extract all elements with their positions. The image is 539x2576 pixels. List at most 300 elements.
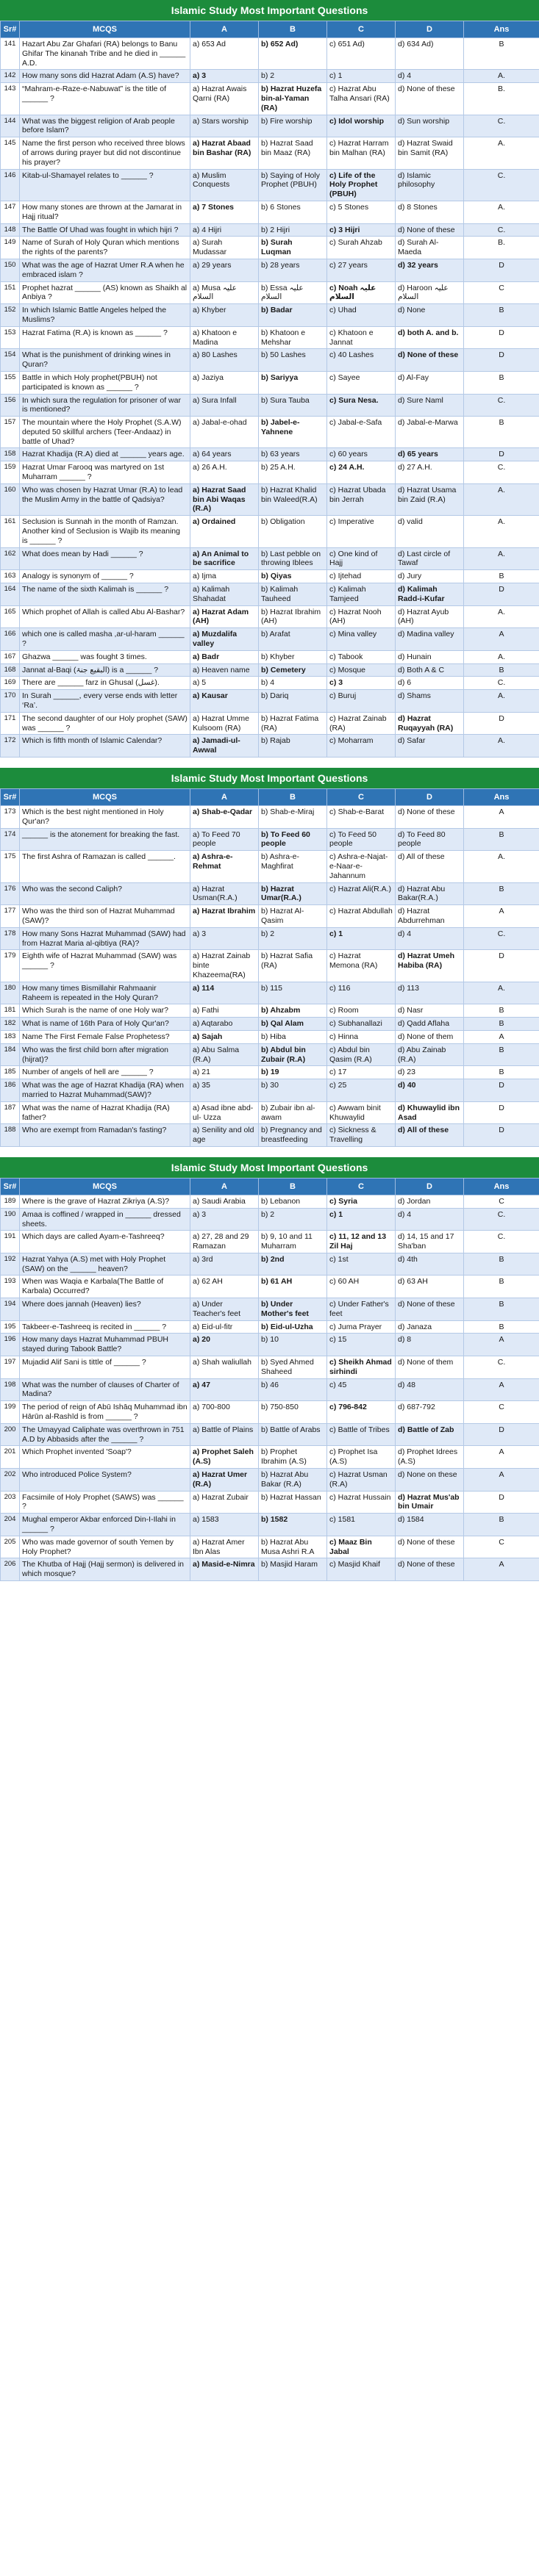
option-c: c) 1581 <box>327 1514 396 1536</box>
question-text: Who was chosen by Hazrat Umar (R.A) to lead the Muslim Army in the battle of Qadsiya? <box>20 483 190 515</box>
table-row <box>1 169 539 201</box>
answer-cell: A <box>464 1334 539 1356</box>
option-b: b) Obligation <box>259 516 327 547</box>
table-row <box>1 115 539 137</box>
table-row <box>1 735 539 758</box>
option-d: d) valid <box>396 516 464 547</box>
question-text: Who was the third son of Hazrat Muhammad (SAW)? <box>20 905 190 928</box>
serial-number: 204 <box>1 1514 20 1536</box>
question-text: Name The First Female False Prophetess? <box>20 1030 190 1043</box>
option-b: b) Hazrat Al-Qasim <box>259 905 327 928</box>
option-d: d) Both A & C <box>396 663 464 677</box>
table-row <box>1 1356 539 1379</box>
question-text: The first Ashra of Ramazan is called ______. <box>20 851 190 882</box>
option-c: c) Syria <box>327 1195 396 1208</box>
option-c: c) 651 Ad) <box>327 38 396 70</box>
option-c: c) 796-842 <box>327 1401 396 1424</box>
option-c: c) 1st <box>327 1253 396 1276</box>
question-text: What is name of 16th Para of Holy Qur'an? <box>20 1018 190 1031</box>
question-text: ______ is the atonement for breaking the fast. <box>20 828 190 851</box>
table-row <box>1 1536 539 1558</box>
question-text: In which Islamic Battle Angeles helped the Muslims? <box>20 304 190 327</box>
table-row <box>1 1101 539 1124</box>
option-b: b) Fire worship <box>259 115 327 137</box>
table-row <box>1 712 539 735</box>
question-text: What does mean by Hadi ______ ? <box>20 547 190 570</box>
question-text: Who was the first child born after migration (hijrat)? <box>20 1043 190 1066</box>
question-text: What was the biggest religion of Arab people before Islam? <box>20 115 190 137</box>
serial-number: 178 <box>1 927 20 950</box>
question-text: Amaa is coffined / wrapped in ______ dressed sheets. <box>20 1208 190 1231</box>
option-b: b) Dariq <box>259 690 327 713</box>
answer-cell: A. <box>464 201 539 223</box>
option-d: d) 4 <box>396 927 464 950</box>
option-d: d) Safar <box>396 735 464 758</box>
option-a: a) Aqtarabo <box>190 1018 259 1031</box>
answer-cell: C. <box>464 1356 539 1379</box>
header-mcqs: MCQS <box>20 21 190 38</box>
question-text: Which Surah is the name of one Holy war? <box>20 1004 190 1018</box>
serial-number: 145 <box>1 137 20 169</box>
option-a: a) Hazrat Umme Kulsoom (RA) <box>190 712 259 735</box>
option-b: b) Masjid Haram <box>259 1558 327 1581</box>
option-b: b) 28 years <box>259 259 327 281</box>
option-c: c) Hazrat Usman (R.A) <box>327 1469 396 1492</box>
table-row <box>1 1004 539 1018</box>
option-c: c) Shab-e-Barat <box>327 806 396 829</box>
answer-cell: C. <box>464 169 539 201</box>
option-a: a) Eid-ul-fitr <box>190 1320 259 1334</box>
answer-cell: D <box>464 349 539 372</box>
question-text: Analogy is synonym of ______ ? <box>20 570 190 583</box>
serial-number: 152 <box>1 304 20 327</box>
header-sr: Sr# <box>1 1178 20 1195</box>
option-b: b) Hiba <box>259 1030 327 1043</box>
answer-cell: A. <box>464 735 539 758</box>
option-c: c) Imperative <box>327 516 396 547</box>
option-a: a) 3 <box>190 70 259 83</box>
option-a: a) Muslim Conquests <box>190 169 259 201</box>
answer-cell: A. <box>464 70 539 83</box>
table-row <box>1 628 539 651</box>
table-row <box>1 851 539 882</box>
answer-cell: A. <box>464 650 539 663</box>
answer-cell: B <box>464 38 539 70</box>
option-d: d) None of them <box>396 1356 464 1379</box>
answer-cell: B <box>464 304 539 327</box>
table-row <box>1 1558 539 1581</box>
option-c: c) Sura Nesa. <box>327 394 396 417</box>
option-c: c) Tabook <box>327 650 396 663</box>
table-row <box>1 237 539 259</box>
question-text: Who introduced Police System? <box>20 1469 190 1492</box>
option-a: a) Asad ibne abd-ul- Uzza <box>190 1101 259 1124</box>
option-a: a) Khyber <box>190 304 259 327</box>
option-b: b) Ahzabm <box>259 1004 327 1018</box>
serial-number: 199 <box>1 1401 20 1424</box>
option-b: b) Essa علیہ السلام <box>259 281 327 304</box>
option-c: c) Sheikh Ahmad sirhindi <box>327 1356 396 1379</box>
option-c: c) Ijtehad <box>327 570 396 583</box>
answer-cell: C. <box>464 677 539 690</box>
question-text: Name the first person who received three blows of arrows during prayer but did not discontinue his prayer? <box>20 137 190 169</box>
answer-cell: D <box>464 1101 539 1124</box>
option-a: a) An Animal to be sacrifice <box>190 547 259 570</box>
option-a: a) Hazrat Ibrahim <box>190 905 259 928</box>
option-a: a) Ordained <box>190 516 259 547</box>
question-text: The Battle Of Uhad was fought in which hijri ? <box>20 223 190 237</box>
option-b: b) Arafat <box>259 628 327 651</box>
option-b: b) Rajab <box>259 735 327 758</box>
serial-number: 187 <box>1 1101 20 1124</box>
table-row <box>1 461 539 484</box>
option-c: c) 24 A.H. <box>327 461 396 484</box>
option-a: a) Fathi <box>190 1004 259 1018</box>
option-a: a) Hazrat Zainab binte Khazeema(RA) <box>190 950 259 982</box>
serial-number: 196 <box>1 1334 20 1356</box>
option-b: b) Last pebble on throwing Iblees <box>259 547 327 570</box>
question-text: The Umayyad Caliphate was overthrown in 751 A.D by Abbasids after the ______ ? <box>20 1423 190 1446</box>
option-d: d) Janaza <box>396 1320 464 1334</box>
option-b: b) 4 <box>259 677 327 690</box>
option-c: c) 45 <box>327 1378 396 1401</box>
table-row <box>1 1231 539 1253</box>
answer-cell: B <box>464 882 539 905</box>
table-row <box>1 70 539 83</box>
serial-number: 163 <box>1 570 20 583</box>
table-row <box>1 1401 539 1424</box>
serial-number: 185 <box>1 1066 20 1079</box>
table-row <box>1 1043 539 1066</box>
option-b: b) Sariyya <box>259 371 327 394</box>
option-a: a) Jabal-e-ohad <box>190 417 259 448</box>
option-b: b) 9, 10 and 11 Muharram <box>259 1231 327 1253</box>
mcq-table <box>0 21 539 758</box>
question-text: Which prophet of Allah is called Abu Al-Bashar? <box>20 605 190 628</box>
question-text: Which is fifth month of Islamic Calendar? <box>20 735 190 758</box>
option-d: d) Battle of Zab <box>396 1423 464 1446</box>
option-b: b) Hazrat Umar(R.A.) <box>259 882 327 905</box>
serial-number: 173 <box>1 806 20 829</box>
table-row <box>1 1195 539 1208</box>
option-c: c) 40 Lashes <box>327 349 396 372</box>
answer-cell: B <box>464 1018 539 1031</box>
table-header-row <box>1 1178 539 1195</box>
option-b: b) Prophet Ibrahim (A.S) <box>259 1446 327 1469</box>
serial-number: 193 <box>1 1276 20 1298</box>
answer-cell: C. <box>464 115 539 137</box>
question-text: Hazart Abu Zar Ghafari (RA) belongs to Banu Ghifar The kinanah Tribe and he died in ______ A.D. <box>20 38 190 70</box>
answer-cell: D <box>464 1124 539 1147</box>
option-b: b) Under Mother's feet <box>259 1298 327 1321</box>
serial-number: 151 <box>1 281 20 304</box>
question-text: Ghazwa ______ was fought 3 times. <box>20 650 190 663</box>
option-c: c) To Feed 50 people <box>327 828 396 851</box>
section-title: Islamic Study Most Important Questions <box>0 768 539 788</box>
question-text: In Surah ______, every verse ends with letter ‘Ra’. <box>20 690 190 713</box>
header-c: C <box>327 789 396 806</box>
question-text: Kitab-ul-Shamayel relates to ______ ? <box>20 169 190 201</box>
option-a: a) Abu Salma (R.A) <box>190 1043 259 1066</box>
table-row <box>1 1018 539 1031</box>
table-row <box>1 1066 539 1079</box>
option-d: d) 23 <box>396 1066 464 1079</box>
option-d: d) 634 Ad) <box>396 38 464 70</box>
option-b: b) Lebanon <box>259 1195 327 1208</box>
table-row <box>1 1079 539 1102</box>
serial-number: 183 <box>1 1030 20 1043</box>
option-a: a) Sajah <box>190 1030 259 1043</box>
table-row <box>1 547 539 570</box>
option-a: a) Jamadi-ul-Awwal <box>190 735 259 758</box>
option-b: b) Qiyas <box>259 570 327 583</box>
header-a: A <box>190 789 259 806</box>
option-c: c) Hazrat Ali(R.A.) <box>327 882 396 905</box>
serial-number: 153 <box>1 326 20 349</box>
option-d: d) Hazrat Umeh Habiba (RA) <box>396 950 464 982</box>
option-c: c) Hazrat Zainab (RA) <box>327 712 396 735</box>
question-text: Who was made governor of south Yemen by Holy Prophet? <box>20 1536 190 1558</box>
option-b: b) Badar <box>259 304 327 327</box>
option-d: d) All of these <box>396 851 464 882</box>
table-row <box>1 583 539 606</box>
option-c: c) Idol worship <box>327 115 396 137</box>
option-b: b) Abdul bin Zubair (R.A) <box>259 1043 327 1066</box>
answer-cell: A. <box>464 851 539 882</box>
option-a: a) Saudi Arabia <box>190 1195 259 1208</box>
option-b: b) 63 years <box>259 448 327 461</box>
serial-number: 159 <box>1 461 20 484</box>
option-a: a) Stars worship <box>190 115 259 137</box>
table-row <box>1 223 539 237</box>
answer-cell: B <box>464 1004 539 1018</box>
table-header-row <box>1 21 539 38</box>
option-a: a) 26 A.H. <box>190 461 259 484</box>
serial-number: 143 <box>1 83 20 115</box>
option-b: b) Ashra-e-Maghfirat <box>259 851 327 882</box>
serial-number: 154 <box>1 349 20 372</box>
serial-number: 162 <box>1 547 20 570</box>
option-c: c) Juma Prayer <box>327 1320 396 1334</box>
serial-number: 160 <box>1 483 20 515</box>
answer-cell: C. <box>464 461 539 484</box>
table-row <box>1 1298 539 1321</box>
header-d: D <box>396 1178 464 1195</box>
serial-number: 180 <box>1 982 20 1004</box>
question-text: Hazrat Umar Farooq was martyred on 1st Muharram ______ ? <box>20 461 190 484</box>
question-text: Name of Surah of Holy Quran which mentions the rights of the parents? <box>20 237 190 259</box>
serial-number: 203 <box>1 1491 20 1514</box>
answer-cell: B <box>464 828 539 851</box>
serial-number: 144 <box>1 115 20 137</box>
option-a: a) Masid-e-Nimra <box>190 1558 259 1581</box>
option-a: a) Shab-e-Qadar <box>190 806 259 829</box>
option-d: d) Hazrat Ruqayyah (RA) <box>396 712 464 735</box>
answer-cell: D <box>464 1079 539 1102</box>
header-c: C <box>327 21 396 38</box>
option-d: d) 4th <box>396 1253 464 1276</box>
option-d: d) None of these <box>396 1558 464 1581</box>
option-c: c) Uhad <box>327 304 396 327</box>
table-row <box>1 950 539 982</box>
option-c: c) 11, 12 and 13 Zil Haj <box>327 1231 396 1253</box>
option-d: d) Al-Fay <box>396 371 464 394</box>
answer-cell: B <box>464 1066 539 1079</box>
option-d: d) Jordan <box>396 1195 464 1208</box>
answer-cell: A. <box>464 516 539 547</box>
option-d: d) None of these <box>396 83 464 115</box>
option-a: a) Hazrat Usman(R.A.) <box>190 882 259 905</box>
serial-number: 200 <box>1 1423 20 1446</box>
answer-cell: B <box>464 570 539 583</box>
option-a: a) 62 AH <box>190 1276 259 1298</box>
table-header-row <box>1 789 539 806</box>
option-a: a) 1583 <box>190 1514 259 1536</box>
option-a: a) Hazrat Zubair <box>190 1491 259 1514</box>
serial-number: 172 <box>1 735 20 758</box>
serial-number: 157 <box>1 417 20 448</box>
question-text: which one is called masha ,ar-ul-haram ______ ? <box>20 628 190 651</box>
option-a: a) Battle of Plains <box>190 1423 259 1446</box>
table-row <box>1 1276 539 1298</box>
answer-cell: A. <box>464 605 539 628</box>
serial-number: 149 <box>1 237 20 259</box>
option-d: d) 4 <box>396 70 464 83</box>
table-row <box>1 349 539 372</box>
option-b: b) 61 AH <box>259 1276 327 1298</box>
table-row <box>1 417 539 448</box>
option-c: c) Awwam binit Khuwaylid <box>327 1101 396 1124</box>
option-b: b) Hazrat Fatima (RA) <box>259 712 327 735</box>
option-d: d) None of these <box>396 1298 464 1321</box>
question-text: Which days are called Ayam-e-Tashreeq? <box>20 1231 190 1253</box>
question-text: Facsimile of Holy Prophet (SAWS) was ______ ? <box>20 1491 190 1514</box>
option-b: b) 50 Lashes <box>259 349 327 372</box>
answer-cell: B <box>464 1320 539 1334</box>
section-title: Islamic Study Most Important Questions <box>0 0 539 21</box>
header-mcqs: MCQS <box>20 789 190 806</box>
option-b: b) Cemetery <box>259 663 327 677</box>
table-row <box>1 1378 539 1401</box>
option-b: b) Kalimah Tauheed <box>259 583 327 606</box>
option-b: b) Hazrat Saad bin Maaz (RA) <box>259 137 327 169</box>
header-a: A <box>190 1178 259 1195</box>
table-row <box>1 448 539 461</box>
option-c: c) Masjid Khaif <box>327 1558 396 1581</box>
option-c: c) 27 years <box>327 259 396 281</box>
option-c: c) 3 <box>327 677 396 690</box>
option-a: a) 114 <box>190 982 259 1004</box>
answer-cell: D <box>464 712 539 735</box>
question-text: Who was the second Caliph? <box>20 882 190 905</box>
option-a: a) Prophet Saleh (A.S) <box>190 1446 259 1469</box>
answer-cell: B <box>464 1043 539 1066</box>
option-d: d) None of these <box>396 223 464 237</box>
question-text: How many Sons Hazrat Muhammad (SAW) had from Hazrat Maria al-qibtiya (RA)? <box>20 927 190 950</box>
serial-number: 202 <box>1 1469 20 1492</box>
option-d: d) Hazrat Abdurrehman <box>396 905 464 928</box>
option-a: a) 700-800 <box>190 1401 259 1424</box>
option-c: c) Hinna <box>327 1030 396 1043</box>
option-c: c) Life of the Holy Prophet (PBUH) <box>327 169 396 201</box>
option-c: c) Battle of Tribes <box>327 1423 396 1446</box>
answer-cell: A. <box>464 483 539 515</box>
serial-number: 141 <box>1 38 20 70</box>
serial-number: 194 <box>1 1298 20 1321</box>
option-b: b) Pregnancy and breastfeeding <box>259 1124 327 1147</box>
option-a: a) 27, 28 and 29 Ramazan <box>190 1231 259 1253</box>
question-text: The mountain where the Holy Prophet (S.A.W) deputed 50 skillful archers (Teer-Andaaz) in battle of Uhad? <box>20 417 190 448</box>
question-text: Mughal emperor Akbar enforced Din-I-Ilahi in ______ ? <box>20 1514 190 1536</box>
serial-number: 170 <box>1 690 20 713</box>
answer-cell: B <box>464 1298 539 1321</box>
option-a: a) Shah waliullah <box>190 1356 259 1379</box>
table-row <box>1 38 539 70</box>
option-b: b) Battle of Arabs <box>259 1423 327 1446</box>
table-row <box>1 1320 539 1334</box>
option-a: a) 80 Lashes <box>190 349 259 372</box>
section-gap <box>0 758 539 768</box>
option-a: a) Jaziya <box>190 371 259 394</box>
option-a: a) 3rd <box>190 1253 259 1276</box>
option-a: a) Ashra-e-Rehmat <box>190 851 259 882</box>
table-row <box>1 1514 539 1536</box>
answer-cell: D <box>464 259 539 281</box>
serial-number: 190 <box>1 1208 20 1231</box>
option-b: b) 2 <box>259 70 327 83</box>
section-title: Islamic Study Most Important Questions <box>0 1157 539 1178</box>
option-b: b) Hazrat Huzefa bin-al-Yaman (RA) <box>259 83 327 115</box>
option-c: c) Under Father's feet <box>327 1298 396 1321</box>
option-a: a) Muzdalifa valley <box>190 628 259 651</box>
answer-cell: A <box>464 1469 539 1492</box>
header-a: A <box>190 21 259 38</box>
header-ans: Ans <box>464 21 539 38</box>
option-d: d) 8 <box>396 1334 464 1356</box>
answer-cell: B. <box>464 237 539 259</box>
table-row <box>1 1491 539 1514</box>
question-text: What was the name of Hazrat Khadija (RA) father? <box>20 1101 190 1124</box>
option-c: c) One kind of Hajj <box>327 547 396 570</box>
option-b: b) Hazrat Abu Musa Ashri R.A <box>259 1536 327 1558</box>
table-row <box>1 1208 539 1231</box>
question-text: Hazrat Yahya (A.S) met with Holy Prophet (SAW) on the ______ heaven? <box>20 1253 190 1276</box>
option-c: c) Hazrat Abdullah <box>327 905 396 928</box>
option-d: d) 48 <box>396 1378 464 1401</box>
option-d: d) 8 Stones <box>396 201 464 223</box>
option-a: a) 4 Hijri <box>190 223 259 237</box>
question-text: The name of the sixth Kalimah is ______ ? <box>20 583 190 606</box>
serial-number: 147 <box>1 201 20 223</box>
option-b: b) 1582 <box>259 1514 327 1536</box>
answer-cell: C <box>464 1195 539 1208</box>
option-b: b) 46 <box>259 1378 327 1401</box>
question-text: Battle in which Holy prophet(PBUH) not participated is known as ______ ? <box>20 371 190 394</box>
option-b: b) Saying of Holy Prophet (PBUH) <box>259 169 327 201</box>
option-d: d) 14, 15 and 17 Sha'ban <box>396 1231 464 1253</box>
table-row <box>1 201 539 223</box>
option-b: b) 2 <box>259 927 327 950</box>
option-c: c) Hazrat Ubada bin Jerrah <box>327 483 396 515</box>
option-b: b) Khatoon e Mehshar <box>259 326 327 349</box>
table-row <box>1 927 539 950</box>
option-d: d) None of them <box>396 1030 464 1043</box>
option-b: b) Eid-ul-Uzha <box>259 1320 327 1334</box>
table-row <box>1 677 539 690</box>
answer-cell: A <box>464 1030 539 1043</box>
option-d: d) Islamic philosophy <box>396 169 464 201</box>
option-b: b) Hazrat Abu Bakar (R.A) <box>259 1469 327 1492</box>
